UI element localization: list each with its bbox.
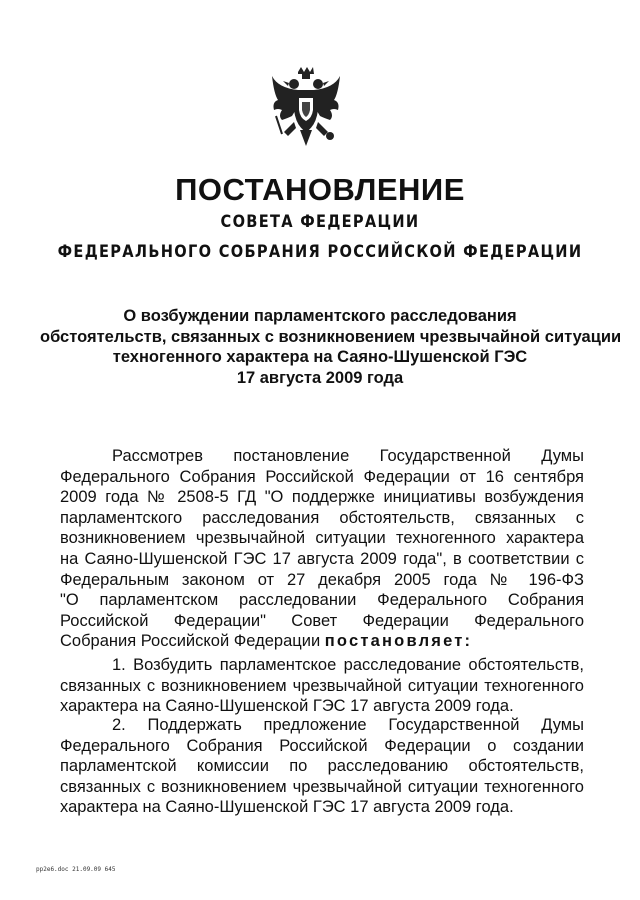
resolution-item-2 [60, 715, 584, 818]
subject-line: техногенного характера на Саяно-Шушенской ГЭС [112, 348, 528, 366]
paragraph-line: "О парламентском расследовании Федерального Собрания [60, 591, 584, 610]
paragraph-line: 2009 года № 2508-5 ГД "О поддержке инициативы возбуждения [60, 488, 584, 507]
paragraph-line: парламентского расследования обстоятельств, связанных с [60, 508, 584, 527]
paragraph-line: Федеральным законом от 27 декабря 2005 года № 196-ФЗ [60, 570, 584, 589]
paragraph-line: Российской Федерации" Совет Федерации Федерального [60, 611, 584, 630]
resolves-word: постановляет: [324, 632, 473, 651]
paragraph-line: парламентской комиссии по расследованию обстоятельств, [60, 757, 584, 776]
paragraph-line: на Саяно-Шушенской ГЭС 17 августа 2009 года", в соответствии с [60, 549, 584, 568]
resolution-item-1 [60, 655, 584, 717]
file-reference: pp2e6.doc 21.09.09 645 [36, 866, 116, 873]
preamble-ending: Собрания Российской Федерации [60, 632, 325, 651]
paragraph-line: 1. Возбудить парламентское расследование обстоятельств, [112, 656, 584, 674]
subject-line: О возбуждении парламентского расследования [123, 307, 517, 325]
paragraph-line [60, 631, 584, 652]
paragraph-line: характера на Саяно-Шушенской ГЭС 17 августа 2009 года. [60, 697, 514, 716]
resolution-subject [40, 306, 622, 388]
coat-of-arms-icon [268, 66, 344, 158]
paragraph-line: Федерального Собрания Российской Федерации от 16 сентября [60, 467, 584, 486]
preamble-paragraph [60, 446, 584, 652]
issuer-line-2: ФЕДЕРАЛЬНОГО СОБРАНИЯ РОССИЙСКОЙ ФЕДЕРАЦИИ [57, 242, 583, 262]
paragraph-line: возникновением чрезвычайной ситуации техногенного характера [60, 529, 584, 548]
paragraph-line: Рассмотрев постановление Государственной Думы [112, 447, 584, 465]
subject-line: обстоятельств, связанных с возникновением чрезвычайной ситуации [40, 327, 622, 346]
paragraph-line: 2. Поддержать предложение Государственной Думы [112, 716, 584, 734]
paragraph-line: связанных с возникновением чрезвычайной ситуации техногенного [60, 777, 584, 796]
paragraph-line: связанных с возникновением чрезвычайной ситуации техногенного [60, 676, 584, 695]
paragraph-line: характера на Саяно-Шушенской ГЭС 17 августа 2009 года. [60, 798, 514, 817]
paragraph-line: Федерального Собрания Российской Федерации о создании [60, 736, 584, 755]
document-title: ПОСТАНОВЛЕНИЕ [175, 172, 465, 207]
issuer-line-1: СОВЕТА ФЕДЕРАЦИИ [220, 212, 420, 232]
subject-line: 17 августа 2009 года [236, 368, 404, 387]
